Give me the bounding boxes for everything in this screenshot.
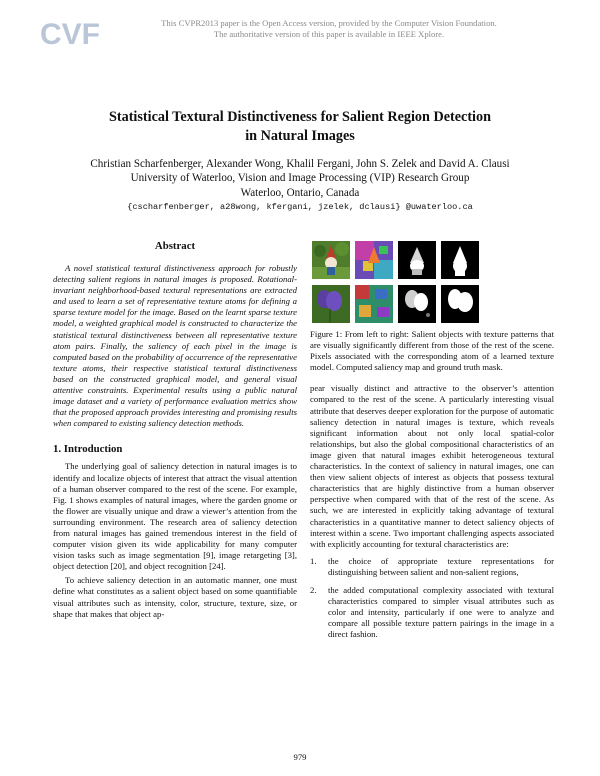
open-access-notice xyxy=(104,18,554,41)
list-number: 2. xyxy=(310,584,317,595)
gnome-photo xyxy=(312,241,350,279)
gnome-texture-atoms xyxy=(355,241,393,279)
notice-line-1: This CVPR2013 paper is the Open Access version, provided by the Computer Vision Foundation. xyxy=(161,18,497,28)
flower-saliency-map xyxy=(398,285,436,323)
location: Waterloo, Ontario, Canada xyxy=(240,186,360,199)
figure-caption: Figure 1: From left to right: Salient objects with texture patterns that are visually significantly different from those of the rest of the scene. Pixels associated with the corresponding atom of a learned texture model. Computed saliency map and ground truth mask. xyxy=(310,329,554,373)
cvf-logo xyxy=(38,14,102,50)
flower-ground-truth xyxy=(441,285,479,323)
author-emails: {cscharfenberger, a28wong, kfergani, jzelek, dclausi} @uwaterloo.ca xyxy=(127,202,473,213)
right-column xyxy=(310,241,554,647)
list-text: the added computational complexity associated with textural characteristics compared to simpler visual attributes such as color and intensity, particularly if one were to analyze and compare all possible texture pattern pairings in the image in a direct fashion. xyxy=(328,584,554,640)
flower-texture-atoms xyxy=(355,285,393,323)
svg-text:CVF: CVF xyxy=(40,18,100,50)
abstract-text: A novel statistical textural distinctiveness approach for robustly detecting salient regions in natural images is proposed. Rotational-invariant neighborhood-based textural representations are extracted and used to learn a set of representative texture atoms for defining a sparse texture model for the image. Based on the learnt sparse texture model, a weighted graphical model is constructed to characterize the statistical textural distinctiveness between all representative texture atom pairs. Finally, the saliency of each pixel in the image is computed based on the probability of occurrence of the representative texture atoms, their respective statistical textural distinctiveness based on the constructed graphical model, and general visual attentive constraints. Experimental results using a public natural image dataset and a variety of performance evaluation metrics show that the proposed approach provides interesting and promising results when compared to existing saliency detection methods. xyxy=(53,263,297,429)
list-item xyxy=(310,585,554,640)
title-line-1: Statistical Textural Distinctiveness for Salient Region Detection xyxy=(109,109,491,125)
introduction-paragraph-2: To achieve saliency detection in an automatic manner, one must define what constitutes as a salient object based on some quantifiable visual attributes such as intensity, color, structure, texture, size, or shape that makes that object ap- xyxy=(53,575,297,619)
notice-line-2: The authoritative version of this paper is available in IEEE Xplore. xyxy=(213,29,445,40)
introduction-paragraph-1: The underlying goal of saliency detection in natural images is to identify and localize objects of interest that attract the visual attention of a human observer compared to the rest of the scene. For example, Fig. 1 shows examples of natural images, where the garden gnome or the flower are visually unique and draw a viewer’s attention from the surrounding environment. The research area of saliency detection from natural images has gained tremendous interest in the field of computer vision given its wide applicability for many computer vision tasks such as image segmentation [9], image retargeting [3], object detection [20], and object recognition [24]. xyxy=(53,461,297,572)
author-block xyxy=(40,157,560,215)
list-item xyxy=(310,556,554,578)
right-paragraph-1: pear visually distinct and attractive to the observer’s attention compared to the rest of the scene. A particularly interesting visual attribute that deserves deeper exploration for the purpose of automatic saliency detection in natural images is texture, which reveals significant information about not only local spatial-color relationships, but also the global compositional characteristics of an image given that natural images exhibit heterogeneous textural characteristics. In the context of saliency in natural images, one can then view salient objects of interest as objects that possess textural characteristics that are highly distinctive from a human observer perspective when compared with that of the rest of the scene. As such, we are interested in explicitly taking advantage of textural characteristics in a quantitative manner to detect saliency objects of interest within a scene. Two important challenging aspects associated with explicitly accounting for textural characteristics are: xyxy=(310,383,554,549)
gnome-saliency-map xyxy=(398,241,436,279)
challenge-list xyxy=(310,556,554,641)
list-text: the choice of appropriate texture representations for distinguishing between salient and non-salient regions, xyxy=(328,555,554,577)
gnome-ground-truth xyxy=(441,241,479,279)
figure-row-flower xyxy=(312,285,554,323)
page-number: 979 xyxy=(293,752,307,762)
author-names: Christian Scharfenberger, Alexander Wong, Khalil Fergani, John S. Zelek and David A. Clausi xyxy=(90,158,510,170)
flower-photo xyxy=(312,285,350,323)
left-column xyxy=(53,236,297,620)
title-line-2: in Natural Images xyxy=(245,127,355,144)
list-number: 1. xyxy=(310,555,317,566)
figure-row-gnome xyxy=(312,241,554,279)
introduction-heading: 1. Introduction xyxy=(53,443,123,456)
affiliation: University of Waterloo, Vision and Image Processing (VIP) Research Group xyxy=(130,172,470,185)
abstract-heading: Abstract xyxy=(154,240,196,252)
paper-title xyxy=(60,108,540,145)
figure-1 xyxy=(310,241,554,373)
